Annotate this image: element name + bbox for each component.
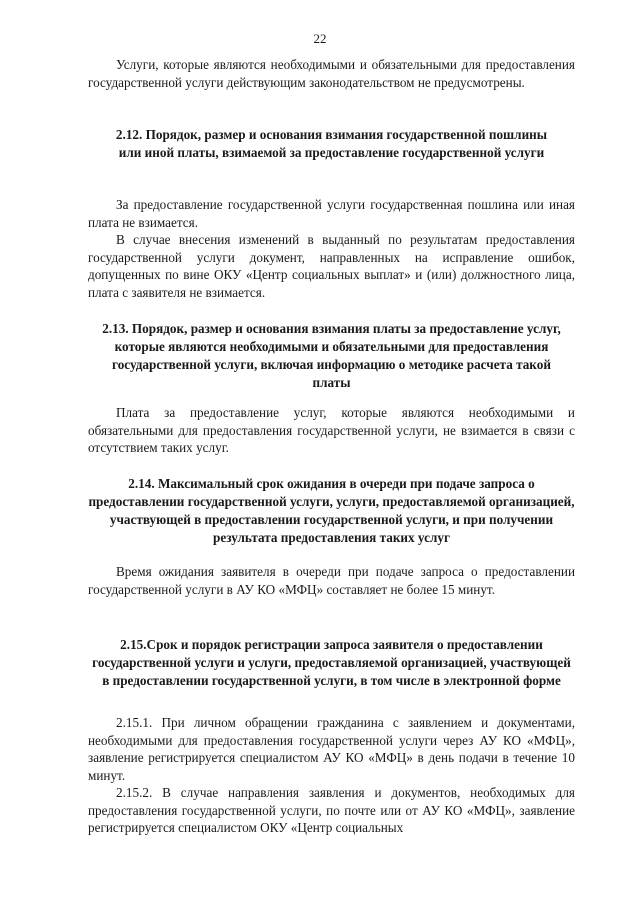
section-2-13-heading: 2.13. Порядок, размер и основания взимания платы за предоставление услуг, которые являются необходимыми и обязательными для предоставления государственной услуги, включая информацию о методике расчета такой платы xyxy=(102,321,561,390)
section-2-15-body xyxy=(88,714,575,837)
intro-paragraph-block xyxy=(88,56,575,91)
section-2-12-body xyxy=(88,196,575,301)
section-2-15-heading: 2.15.Срок и порядок регистрации запроса заявителя о предоставлении государственной услуги и услуги, предоставляемой организацией, участвующей в предоставлении государственной услуги, в том числе в электронной форме xyxy=(92,637,571,688)
section-2-12 xyxy=(88,126,575,162)
section-2-13-body xyxy=(88,404,575,457)
section-2-12-heading: 2.12. Порядок, размер и основания взимания государственной пошлины или иной платы, взимаемой за предоставление государственной услуги xyxy=(115,127,548,160)
section-2-14 xyxy=(88,475,575,547)
section-2-14-paragraph: Время ожидания заявителя в очереди при подаче запроса о предоставлении государственной услуги в АУ КО «МФЦ» составляет не более 15 минут. xyxy=(88,564,575,597)
section-2-15-paragraph: 2.15.2. В случае направления заявления и документов, необходимых для предоставления государственной услуги, по почте или от АУ КО «МФЦ», заявление регистрируется специалистом ОКУ «Центр социальных xyxy=(88,785,575,835)
section-2-15 xyxy=(88,636,575,690)
section-2-15-paragraph: 2.15.1. При личном обращении гражданина с заявлением и документами, необходимыми для предоставления государственной услуги через АУ КО «МФЦ», заявление регистрируется специалистом АУ КО «МФЦ» в день подачи в течение 10 минут. xyxy=(88,715,575,783)
section-2-13 xyxy=(88,320,575,392)
section-2-12-paragraph: За предоставление государственной услуги государственная пошлина или иная плата не взимается. xyxy=(88,197,575,230)
section-2-13-paragraph: Плата за предоставление услуг, которые являются необходимыми и обязательными для предоставления государственной услуги, не взимается в связи с отсутствием таких услуг. xyxy=(88,405,575,455)
section-2-14-body xyxy=(88,563,575,598)
intro-paragraph: Услуги, которые являются необходимыми и обязательными для предоставления государственной услуги действующим законодательством не предусмотрены. xyxy=(88,57,575,90)
page-number: 22 xyxy=(313,31,327,46)
section-2-12-paragraph: В случае внесения изменений в выданный по результатам предоставления государственной услуги документ, направленных на исправление ошибок, допущенных по вине ОКУ «Центр социальных выплат» и (или) должностного лица, плата с заявителя не взимается. xyxy=(88,232,575,300)
section-2-14-heading: 2.14. Максимальный срок ожидания в очереди при подаче запроса о предоставлении государственной услуги, услуги, предоставляемой организацией, участвующей в предоставлении государственной услуги, и при получении результата предоставления таких услуг xyxy=(88,476,575,545)
